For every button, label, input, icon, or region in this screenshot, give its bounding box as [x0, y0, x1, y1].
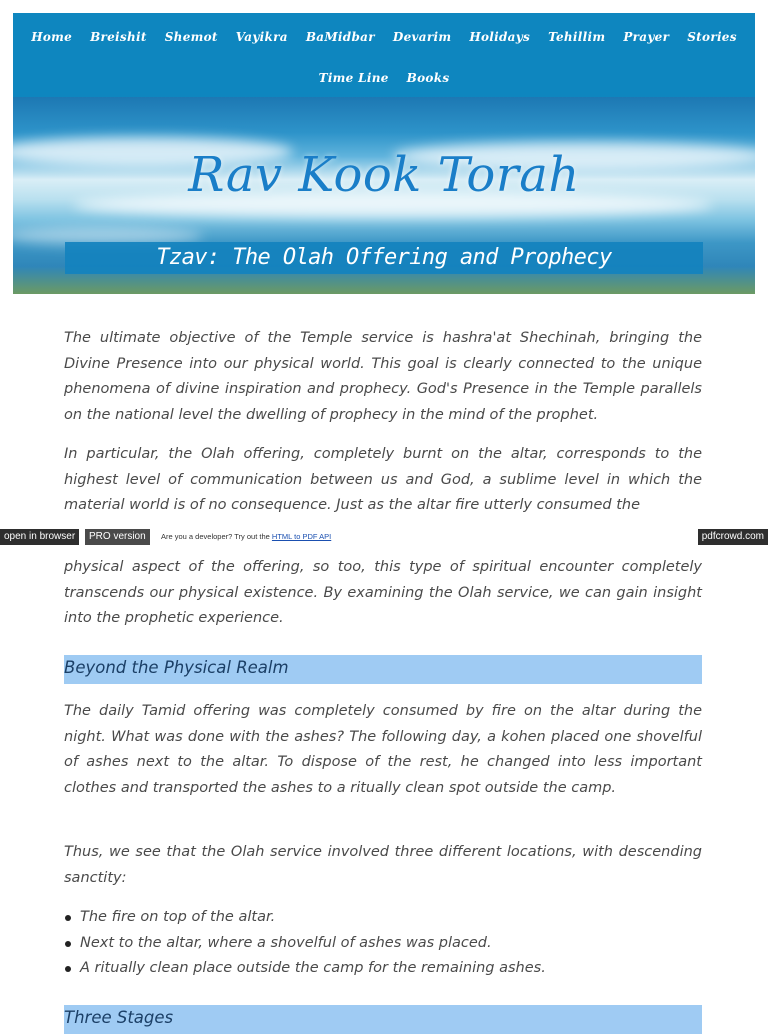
paragraph: In particular, the Olah offering, completely burnt on the altar, corresponds to the highest level of communication between us and God, a sublime level in which the material world is of no consequence. Just as the altar fire utterly consumed the	[64, 446, 702, 513]
location-list	[64, 905, 702, 982]
article-paragraph-1	[64, 326, 702, 428]
paragraph: physical aspect of the offering, so too, this type of spiritual encounter completely transcends our physical existence. By examining the Olah service, we can gain insight into the prophetic experience.	[64, 559, 702, 626]
header-banner	[13, 97, 755, 294]
pdfcrowd-brand-link[interactable]: pdfcrowd.com	[698, 529, 768, 545]
paragraph: The ultimate objective of the Temple service is hashra'at Shechinah, bringing the Divine Presence into our physical world. This goal is clearly connected to the unique phenomena of divine inspiration and prophecy. God's Presence in the Temple parallels on the national level the dwelling of prophecy in the mind of the prophet.	[64, 330, 702, 423]
paragraph: The daily Tamid offering was completely consumed by fire on the altar during the night. What was done with the ashes? The following day, a kohen placed one shovelful of ashes next to the altar. To dispose of the rest, he changed into less important clothes and transported the ashes to a ritually clean spot outside the camp.	[64, 703, 702, 796]
nav-link-breishit[interactable]: Breishit	[90, 30, 147, 44]
nav-link-holidays[interactable]: Holidays	[469, 30, 531, 44]
nav-link-time-line[interactable]: Time Line	[318, 71, 389, 85]
nav-row-primary	[13, 26, 755, 45]
paragraph: Thus, we see that the Olah service involved three different locations, with descending sanctity:	[64, 844, 702, 886]
pdfcrowd-bar	[0, 529, 768, 545]
site-title[interactable]: Rav Kook Torah	[188, 147, 580, 203]
top-navigation	[13, 13, 755, 97]
html-to-pdf-api-link[interactable]: HTML to PDF API	[271, 532, 332, 541]
section-heading-beyond-physical	[64, 655, 702, 684]
nav-link-devarim[interactable]: Devarim	[392, 30, 452, 44]
nav-link-home[interactable]: Home	[31, 30, 73, 44]
article-paragraph-2-part-1	[64, 442, 702, 519]
bullet-icon	[65, 941, 71, 947]
nav-link-books[interactable]: Books	[406, 71, 450, 85]
bullet-icon	[65, 915, 71, 921]
list-item: The fire on top of the altar.	[64, 905, 702, 931]
developer-promo	[161, 532, 331, 541]
nav-link-stories[interactable]: Stories	[687, 30, 737, 44]
page-title: Tzav: The Olah Offering and Prophecy	[156, 245, 612, 270]
section-heading-text: Beyond the Physical Realm	[64, 658, 289, 677]
nav-link-bamidbar[interactable]: BaMidbar	[305, 30, 375, 44]
article-paragraph-2-part-2	[64, 555, 702, 632]
list-item: Next to the altar, where a shovelful of ashes was placed.	[64, 931, 702, 957]
nav-link-tehillim[interactable]: Tehillim	[548, 30, 606, 44]
nav-link-prayer[interactable]: Prayer	[623, 30, 670, 44]
open-in-browser-button[interactable]: open in browser	[0, 529, 79, 545]
developer-promo-text: Are you a developer? Try out the	[161, 532, 270, 541]
page-title-bar	[65, 242, 703, 274]
bullet-icon	[65, 966, 71, 972]
article-paragraph-4	[64, 840, 702, 891]
section-heading-three-stages	[64, 1005, 702, 1034]
article-paragraph-3	[64, 699, 702, 801]
nav-row-secondary	[13, 67, 755, 86]
list-item: A ritually clean place outside the camp for the remaining ashes.	[64, 956, 702, 982]
section-heading-text: Three Stages	[64, 1008, 174, 1027]
pro-version-button[interactable]: PRO version	[85, 529, 150, 545]
nav-link-vayikra[interactable]: Vayikra	[235, 30, 288, 44]
nav-link-shemot[interactable]: Shemot	[164, 30, 218, 44]
